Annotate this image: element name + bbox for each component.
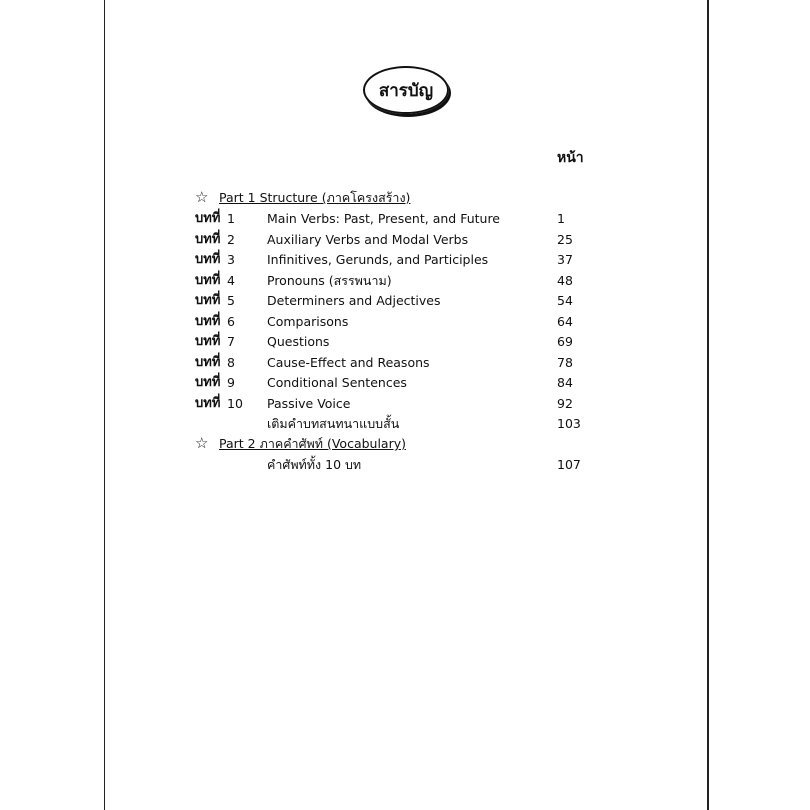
toc-row bbox=[0, 209, 810, 229]
chapter-label: บทที่ bbox=[195, 232, 221, 247]
chapter-label: บทที่ bbox=[195, 211, 221, 226]
page-column-header: หน้า bbox=[557, 150, 584, 166]
chapter-title: เติมคำบทสนทนาแบบสั้น bbox=[267, 416, 400, 431]
part-1-heading: Part 1 Structure (ภาคโครงสร้าง) bbox=[219, 190, 411, 205]
page-number: 92 bbox=[557, 396, 573, 411]
chapter-label: บทที่ bbox=[195, 273, 221, 288]
part-2-heading-row bbox=[0, 434, 810, 454]
chapter-title: Infinitives, Gerunds, and Participles bbox=[267, 252, 489, 267]
chapter-title: Comparisons bbox=[267, 314, 349, 329]
toc-row bbox=[0, 312, 810, 332]
toc-row bbox=[0, 353, 810, 373]
page-number: 78 bbox=[557, 355, 573, 370]
star-icon: ☆ bbox=[195, 188, 209, 206]
part-1-heading-row bbox=[0, 188, 810, 208]
page-number: 54 bbox=[557, 293, 573, 308]
chapter-label: บทที่ bbox=[195, 314, 221, 329]
page-number: 64 bbox=[557, 314, 573, 329]
page-number: 37 bbox=[557, 252, 573, 267]
chapter-number: 2 bbox=[227, 232, 235, 247]
chapter-number: 1 bbox=[227, 211, 235, 226]
part-2-heading: Part 2 ภาคคำศัพท์ (Vocabulary) bbox=[219, 436, 407, 451]
chapter-number: 7 bbox=[227, 334, 235, 349]
page-number: 103 bbox=[557, 416, 581, 431]
chapter-title: Auxiliary Verbs and Modal Verbs bbox=[267, 232, 469, 247]
chapter-number: 10 bbox=[227, 396, 243, 411]
chapter-title: Main Verbs: Past, Present, and Future bbox=[267, 211, 500, 226]
page-number: 69 bbox=[557, 334, 573, 349]
chapter-title: Pronouns (สรรพนาม) bbox=[267, 273, 392, 288]
page-number: 84 bbox=[557, 375, 573, 390]
chapter-title: Questions bbox=[267, 334, 330, 349]
chapter-label: บทที่ bbox=[195, 375, 221, 390]
chapter-title: Passive Voice bbox=[267, 396, 351, 411]
toc-title: สารบัญ bbox=[363, 66, 449, 114]
toc-row bbox=[0, 394, 810, 414]
chapter-label: บทที่ bbox=[195, 334, 221, 349]
chapter-title: คำศัพท์ทั้ง 10 บท bbox=[267, 457, 362, 472]
toc-row bbox=[0, 230, 810, 250]
toc-row bbox=[0, 332, 810, 352]
chapter-number: 3 bbox=[227, 252, 235, 267]
chapter-title: Conditional Sentences bbox=[267, 375, 407, 390]
chapter-label: บทที่ bbox=[195, 355, 221, 370]
chapter-label: บทที่ bbox=[195, 396, 221, 411]
chapter-number: 5 bbox=[227, 293, 235, 308]
chapter-title: Determiners and Adjectives bbox=[267, 293, 441, 308]
chapter-number: 4 bbox=[227, 273, 235, 288]
page-number: 25 bbox=[557, 232, 573, 247]
toc-row bbox=[0, 250, 810, 270]
toc-row bbox=[0, 414, 810, 434]
toc-row bbox=[0, 271, 810, 291]
toc-row bbox=[0, 373, 810, 393]
chapter-label: บทที่ bbox=[195, 252, 221, 267]
toc-row bbox=[0, 291, 810, 311]
chapter-label: บทที่ bbox=[195, 293, 221, 308]
chapter-title: Cause-Effect and Reasons bbox=[267, 355, 430, 370]
page-number: 107 bbox=[557, 457, 581, 472]
page-number: 48 bbox=[557, 273, 573, 288]
page-number: 1 bbox=[557, 211, 565, 226]
chapter-number: 9 bbox=[227, 375, 235, 390]
star-icon: ☆ bbox=[195, 434, 209, 452]
chapter-number: 6 bbox=[227, 314, 235, 329]
chapter-number: 8 bbox=[227, 355, 235, 370]
toc-row bbox=[0, 455, 810, 475]
